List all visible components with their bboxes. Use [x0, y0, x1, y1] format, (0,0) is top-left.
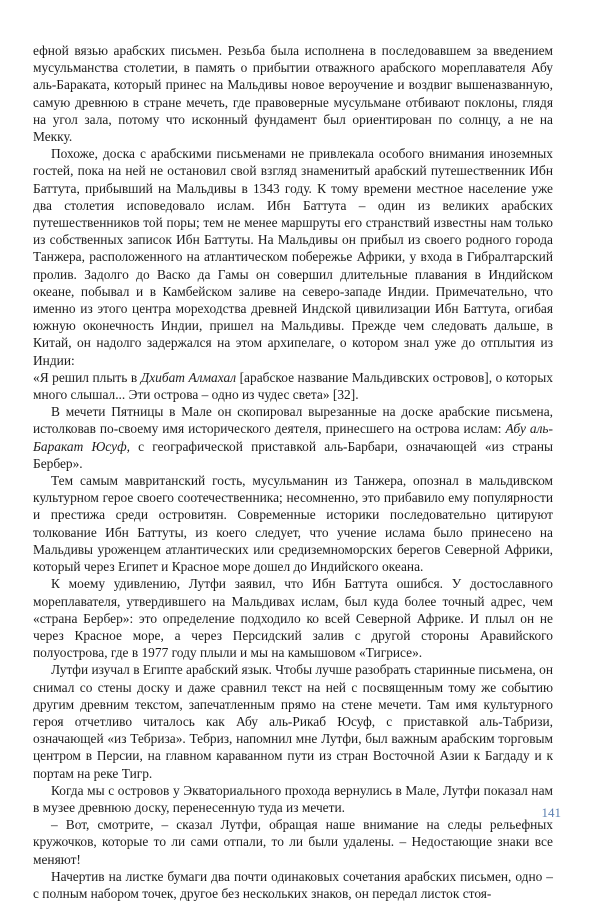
quote-after: [арабское название Мальдивских островов], о которых много слышал... Эти острова – одно из чудес света» [32]. [33, 369, 553, 403]
quote-italic: Дхибат Алмахал [140, 369, 237, 385]
page-number: 141 [541, 805, 561, 820]
paragraph-friday-mosque [33, 403, 553, 472]
paragraph-ibn-battuta: Похоже, доска с арабскими письменами не привлекала особого внимания иноземных гостей, пока на ней не остановил свой взгляд знаменитый арабский путешественник Ибн Баттута, прибывший на Мальдивы в 1343 году. К тому времени местное население уже два столетия исповедовало ислам. Ибн Баттута – один из великих арабских путешественников той поры; тем не менее маршруты его странствий известны нам только из собственных записок Ибн Баттуты. На Мальдивы он прибыл из своего родного города Танжера, расположенного на атлантическом побережье Африки, у входа в Гибралтарский пролив. Задолго до Васко да Гамы он совершил длительные плавания в Индийском океане, побывал и в Камбейском заливе на северо-западе Индии. Примечательно, что именно из этого центра мореходства древней Индской цивилизации Ибн Баттута, огибая южную оконечность Индии, пришел на Мальдивы. Прежде чем следовать дальше, в Китай, он надолго задержался на этом архипелаге, о котором знал уже до отплытия из Индии: [33, 146, 553, 368]
paragraph-continued: ефной вязью арабских письмен. Резьба была исполнена в последовавшем за введением мусульманства столетии, в память о прибытии отважного арабского мореплавателя Абу аль-Бараката, который принес на Мальдивы новое вероучение и воздвиг вышеназванную, самую древнюю в стране мечеть, где правоверные мусульмане отбивают поклоны, глядя на угол зала, потому что исконный фундамент был ориентирован по солнцу, а не на Мекку. [33, 43, 553, 145]
mosque-after: с географической приставкой аль-Барбари, означающей «из страны Бербер». [33, 438, 553, 471]
mosque-before: В мечети Пятницы в Мале он скопировал вырезанные на доске арабские письмена, истолковав по-своему имя исторического деятеля, принесшего на острова ислам: [33, 404, 553, 437]
paragraph-lutfi-claim: К моему удивлению, Лутфи заявил, что Ибн Баттута ошибся. У достославного мореплавателя, утвердившего на Мальдивах ислам, был куда более точный адрес, чем «страна Бербер»: это определение подходило ко всей Северной Африке. И плыл он не через Красное море, а через Персидский залив с другой стороны Аравийского полуострова, где в 1977 году плыли и мы на камышовом «Тигрисе». [33, 576, 553, 661]
paragraph-final: Начертив на листке бумаги два почти одинаковых сочетания арабских письмен, одно – с полным набором точек, другое без нескольких знаков, он передал листок стоя- [33, 868, 553, 901]
paragraph-museum: Когда мы с островов у Экваториального прохода вернулись в Мале, Лутфи показал нам в музее древнюю доску, перенесенную туда из мечети. [33, 782, 553, 815]
paragraph-lutfi-study: Лутфи изучал в Египте арабский язык. Чтобы лучше разобрать старинные письмена, он снимал со стены доску и даже сравнил текст на ней с посвященным тому же событию другим древним текстом, запечатленным прямо на стене мечети. Там имя культурного героя отчетливо читалось как Абу аль-Рикаб Юсуф, с приставкой аль-Табризи, означающей «из Тебриза». Тебриз, напомнил мне Лутфи, был важным арабским торговым центром в Персии, на главном караванном пути из стран Восточной Азии к Багдаду и к портам на реке Тигр. [33, 662, 553, 781]
mosque-italic: Абу аль-Баракат Юсуф, [33, 421, 553, 454]
body-text [33, 42, 553, 902]
paragraph-moorish-guest: Тем самым мавританский гость, мусульманин из Танжера, опознал в мальдивском культурном герое своего соотечественника; несомненно, это прибавило ему популярности и престижа среди островитян. Современные историки последовательно цитируют толкование Ибн Баттуты, из коего следует, что учение ислама было принесено на Мальдивы уроженцем атлантических или средиземноморских берегов Северной Африки, который через Египет и Красное море дошел до Индийского океана. [33, 473, 553, 575]
quote-before: «Я решил плыть в [33, 369, 141, 385]
paragraph-quote [33, 369, 553, 403]
paragraph-dialogue: – Вот, смотрите, – сказал Лутфи, обращая наше внимание на следы рельефных кружочков, которые то ли сами отпали, то ли были удалены. – Недостающие знаки все меняют! [33, 817, 553, 867]
